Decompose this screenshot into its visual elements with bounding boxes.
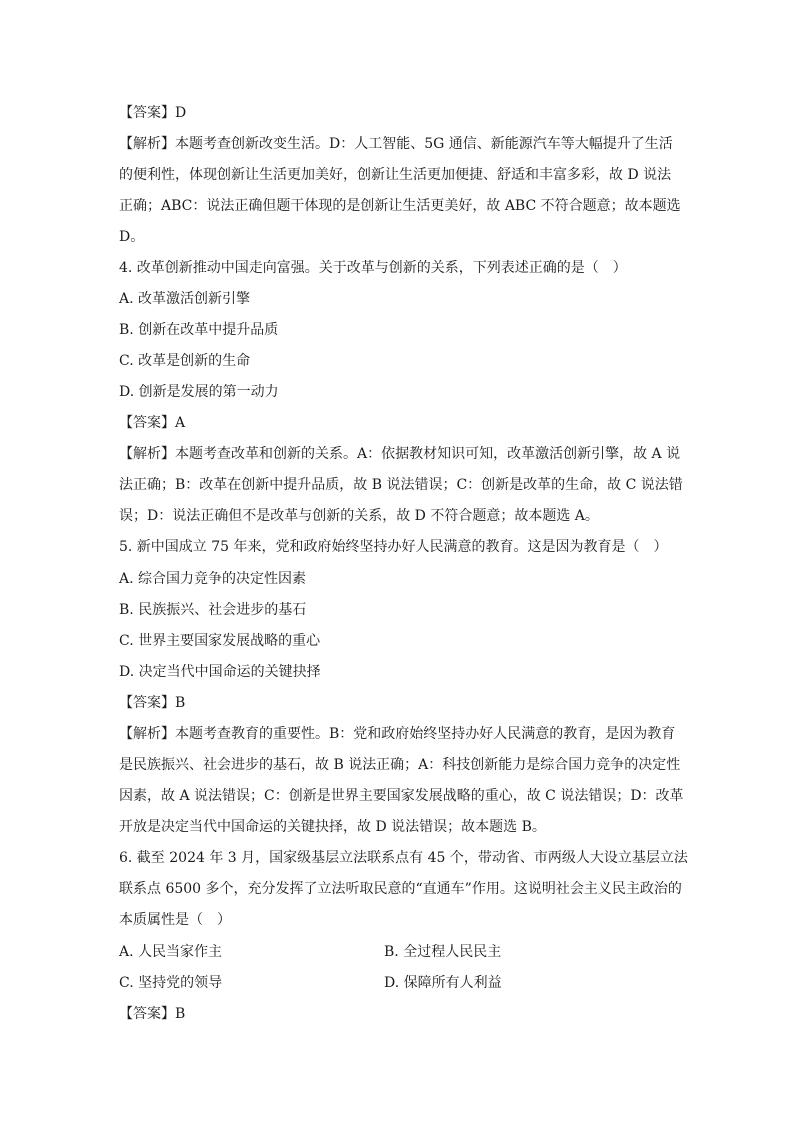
answer-line: 【答案】A [119, 415, 186, 431]
analysis-line: 正确；ABC：说法正确但题干体现的是创新让生活更美好，故 ABC 不符合题意；故本题选 [119, 198, 681, 214]
question-stem: 5. 新中国成立 75 年来，党和政府始终坚持办好人民满意的教育。这是因为教育是（ ） [119, 539, 668, 555]
option: A. 综合国力竞争的决定性因素 [119, 571, 307, 587]
analysis-line: 是民族振兴、社会进步的基石，故 B 说法正确；A：科技创新能力是综合国力竞争的决定性 [119, 757, 681, 773]
option: D. 保障所有人利益 [384, 975, 502, 991]
option: B. 创新在改革中提升品质 [119, 322, 279, 338]
option: D. 决定当代中国命运的关键抉择 [119, 664, 321, 680]
option: A. 改革激活创新引擎 [119, 291, 251, 307]
option: C. 坚持党的领导 [119, 975, 223, 991]
option: D. 创新是发展的第一动力 [119, 384, 279, 400]
analysis-line: 误；D：说法正确但不是改革与创新的关系，故 D 不符合题意；故本题选 A。 [119, 508, 599, 524]
option: B. 全过程人民民主 [384, 944, 502, 960]
answer-line: 【答案】B [119, 695, 186, 711]
analysis-line: 开放是决定当代中国命运的关键抉择，故 D 说法错误；故本题选 B。 [119, 819, 546, 835]
analysis-line: D。 [119, 229, 145, 245]
analysis-line: 【解析】本题考查创新改变生活。D：人工智能、5G 通信、新能源汽车等大幅提升了生活 [119, 136, 673, 152]
analysis-line: 的便利性，体现创新让生活更加美好，创新让生活更加便捷、舒适和丰富多彩，故 D 说法 [119, 167, 672, 183]
question-stem: 联系点 6500 多个，充分发挥了立法听取民意的“直通车”作用。这说明社会主义民主政治的 [119, 881, 682, 897]
answer-line: 【答案】B [119, 1006, 186, 1022]
question-stem: 6. 截至 2024 年 3 月，国家级基层立法联系点有 45 个，带动省、市两级人大设立基层立法 [119, 850, 688, 866]
question-stem: 本质属性是（ ） [119, 912, 231, 928]
option: C. 世界主要国家发展战略的重心 [119, 633, 321, 649]
analysis-line: 【解析】本题考查教育的重要性。B：党和政府始终坚持办好人民满意的教育，是因为教育 [119, 726, 676, 742]
option: A. 人民当家作主 [119, 944, 223, 960]
question-stem: 4. 改革创新推动中国走向富强。关于改革与创新的关系，下列表述正确的是（ ） [119, 260, 627, 276]
analysis-line: 法正确；B：改革在创新中提升品质，故 B 说法错误；C：创新是改革的生命，故 C 说法错 [119, 477, 683, 493]
answer-line: 【答案】D [119, 105, 187, 121]
option: B. 民族振兴、社会进步的基石 [119, 602, 307, 618]
option: C. 改革是创新的生命 [119, 353, 251, 369]
analysis-line: 因素，故 A 说法错误；C：创新是世界主要国家发展战略的重心，故 C 说法错误；D：改革 [119, 788, 684, 804]
analysis-line: 【解析】本题考查改革和创新的关系。A：依据教材知识可知，改革激活创新引擎，故 A 说 [119, 446, 681, 462]
